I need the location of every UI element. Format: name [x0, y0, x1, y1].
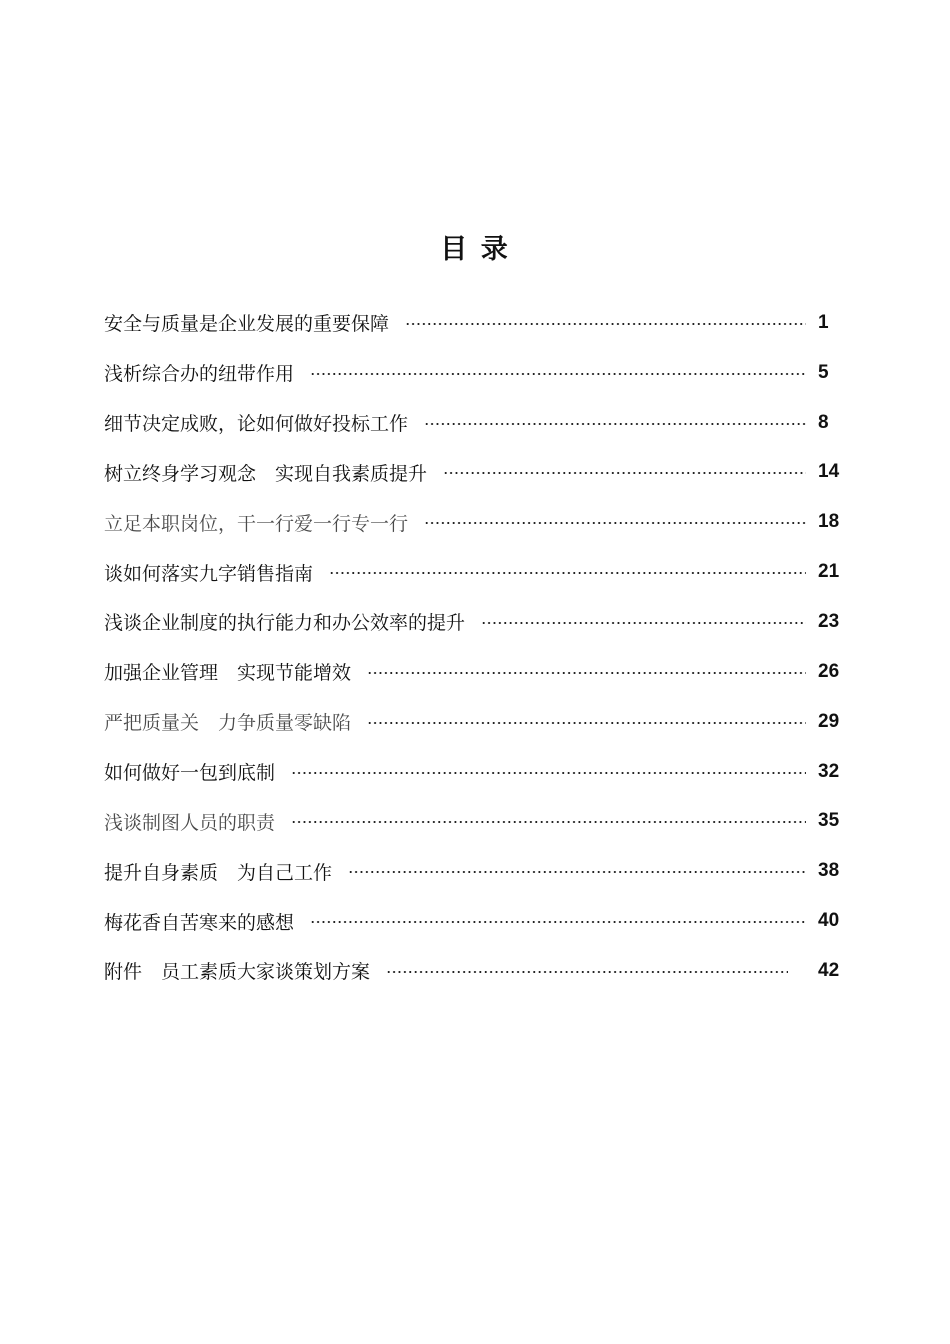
dot-leader	[481, 622, 806, 624]
toc-entry-title: 细节决定成败，论如何做好投标工作	[104, 413, 409, 436]
dot-leader	[367, 672, 806, 674]
toc-page-number: 29	[818, 710, 840, 732]
toc-page-number: 38	[818, 860, 840, 882]
toc-page-number: 8	[818, 411, 829, 433]
toc-entry-title: 浅析综合办的纽带作用	[104, 363, 295, 386]
toc-entry-title: 浅谈制图人员的职责	[104, 811, 276, 834]
dot-leader	[291, 772, 806, 774]
toc-page-number: 35	[818, 810, 840, 832]
dot-leader	[386, 971, 788, 973]
toc-entry-title: 提升自身素质 为自己工作	[104, 861, 333, 884]
toc-entry[interactable]	[104, 697, 844, 747]
toc-page-number: 40	[818, 910, 840, 932]
dot-leader	[329, 572, 806, 574]
dot-leader	[310, 921, 806, 923]
dot-leader	[367, 722, 806, 724]
toc-entry-title: 梅花香自苦寒来的感想	[104, 911, 295, 934]
page-title: 目 录	[440, 234, 510, 265]
toc-page-number: 5	[818, 361, 829, 383]
toc-page-number: 21	[818, 561, 840, 583]
toc-entry[interactable]	[104, 547, 844, 597]
toc-entry-title: 谈如何落实九字销售指南	[104, 562, 314, 585]
toc-entry[interactable]	[104, 497, 844, 547]
toc-entry-title: 立足本职岗位，干一行爱一行专一行	[104, 512, 409, 535]
toc-page-number: 32	[818, 760, 840, 782]
dot-leader	[443, 472, 806, 474]
toc-entry[interactable]	[104, 647, 844, 697]
toc-entry[interactable]	[104, 747, 844, 797]
dot-leader	[424, 423, 806, 425]
toc-entry[interactable]	[104, 796, 844, 846]
toc-entry[interactable]	[104, 298, 844, 348]
dot-leader	[405, 323, 806, 325]
toc-entry-title: 浅谈企业制度的执行能力和办公效率的提升	[104, 612, 466, 635]
toc-entry-title: 如何做好一包到底制	[104, 762, 276, 785]
dot-leader	[348, 871, 806, 873]
toc-page-number: 26	[818, 660, 840, 682]
toc-page-number: 1	[818, 311, 829, 333]
table-of-contents	[104, 298, 844, 996]
toc-entry[interactable]	[104, 348, 844, 398]
toc-entry[interactable]	[104, 448, 844, 498]
toc-entry-title: 安全与质量是企业发展的重要保障	[104, 313, 390, 336]
toc-entry[interactable]	[104, 946, 844, 996]
toc-entry[interactable]	[104, 896, 844, 946]
toc-entry[interactable]	[104, 597, 844, 647]
toc-entry[interactable]	[104, 398, 844, 448]
toc-page-number: 23	[818, 610, 840, 632]
toc-entry[interactable]	[104, 846, 844, 896]
toc-page-number: 18	[818, 511, 840, 533]
toc-entry-title: 严把质量关 力争质量零缺陷	[104, 712, 352, 735]
dot-leader	[291, 821, 806, 823]
toc-entry-title: 附件 员工素质大家谈策划方案	[104, 961, 371, 984]
dot-leader	[424, 522, 806, 524]
toc-entry-title: 树立终身学习观念 实现自我素质提升	[104, 462, 428, 485]
toc-entry-title: 加强企业管理 实现节能增效	[104, 662, 352, 685]
dot-leader	[310, 373, 806, 375]
toc-page-number: 14	[818, 461, 840, 483]
toc-page-number: 42	[818, 959, 840, 981]
